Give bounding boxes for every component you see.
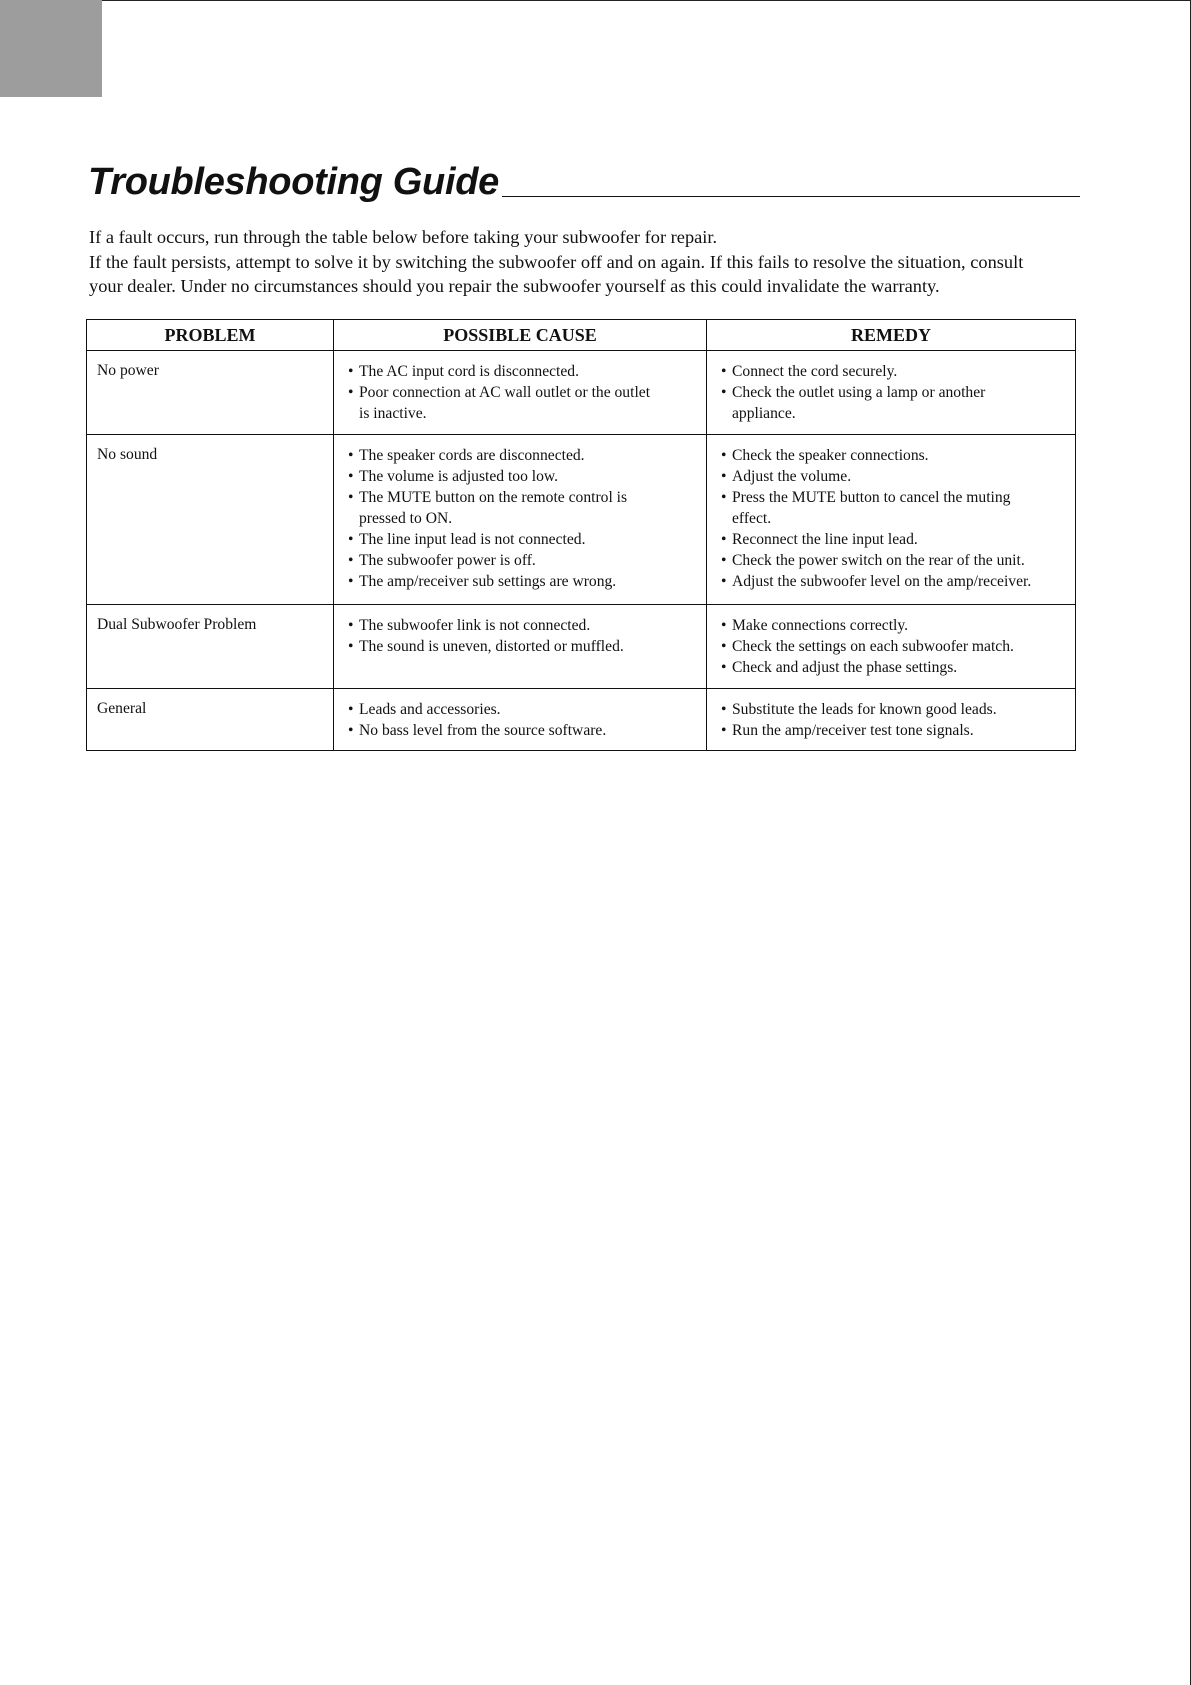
header-problem: PROBLEM xyxy=(87,320,334,351)
list-item: • Make connections correctly. xyxy=(721,615,1071,636)
list-item: • The sound is uneven, distorted or muffled. xyxy=(348,636,702,657)
remedy-list xyxy=(721,615,1071,678)
list-item: • Connect the cord securely. xyxy=(721,361,1071,382)
list-item: • Poor connection at AC wall outlet or the outlet xyxy=(348,382,702,403)
list-item: • Check the speaker connections. xyxy=(721,445,1071,466)
list-item: • Adjust the volume. xyxy=(721,466,1071,487)
cause-cell xyxy=(334,435,707,605)
problem-cell: No power xyxy=(87,351,334,435)
list-item: • Leads and accessories. xyxy=(348,699,702,720)
intro-text xyxy=(89,225,1089,299)
list-item: • The volume is adjusted too low. xyxy=(348,466,702,487)
list-item: • The speaker cords are disconnected. xyxy=(348,445,702,466)
list-item: • The line input lead is not connected. xyxy=(348,529,702,550)
intro-line: If a fault occurs, run through the table below before taking your subwoofer for repair. xyxy=(89,227,718,247)
intro-line: your dealer. Under no circumstances should you repair the subwoofer yourself as this could invalidate the warranty. xyxy=(89,276,940,296)
list-item: • Adjust the subwoofer level on the amp/receiver. xyxy=(721,571,1071,592)
table-row xyxy=(87,605,1076,689)
troubleshooting-table xyxy=(86,319,1076,751)
list-item: • Press the MUTE button to cancel the muting xyxy=(721,487,1071,508)
list-item: • Substitute the leads for known good leads. xyxy=(721,699,1071,720)
list-item: • No bass level from the source software. xyxy=(348,720,702,741)
list-item: • Check and adjust the phase settings. xyxy=(721,657,1071,678)
list-item: • Reconnect the line input lead. xyxy=(721,529,1071,550)
problem-cell: No sound xyxy=(87,435,334,605)
title-rule xyxy=(502,196,1080,197)
list-item: • The amp/receiver sub settings are wrong. xyxy=(348,571,702,592)
list-item: • The MUTE button on the remote control is xyxy=(348,487,702,508)
remedy-cell xyxy=(707,435,1076,605)
cause-list xyxy=(348,445,702,592)
remedy-list xyxy=(721,699,1071,741)
list-item: • The subwoofer link is not connected. xyxy=(348,615,702,636)
table-row xyxy=(87,689,1076,751)
header-remedy: REMEDY xyxy=(707,320,1076,351)
page-title: Troubleshooting Guide xyxy=(88,161,499,203)
remedy-list xyxy=(721,361,1071,424)
table-row xyxy=(87,435,1076,605)
cause-list xyxy=(348,699,702,741)
cause-list xyxy=(348,361,702,424)
list-item: • Check the outlet using a lamp or another xyxy=(721,382,1071,403)
remedy-list xyxy=(721,445,1071,592)
list-item: • Check the power switch on the rear of the unit. xyxy=(721,550,1071,571)
title-block xyxy=(88,158,1080,202)
problem-cell: General xyxy=(87,689,334,751)
list-item: appliance. xyxy=(732,405,796,422)
table-row xyxy=(87,351,1076,435)
list-item: • Run the amp/receiver test tone signals. xyxy=(721,720,1071,741)
cause-cell xyxy=(334,351,707,435)
page-border-top xyxy=(0,0,1191,1)
list-item: pressed to ON. xyxy=(359,510,453,527)
intro-line: If the fault persists, attempt to solve it by switching the subwoofer off and on again. If this fails to resolve the situation, consult xyxy=(89,251,1024,272)
remedy-cell xyxy=(707,689,1076,751)
problem-cell: Dual Subwoofer Problem xyxy=(87,605,334,689)
corner-tab xyxy=(0,0,102,97)
list-item: • Check the settings on each subwoofer match. xyxy=(721,636,1071,657)
list-item: is inactive. xyxy=(359,405,427,422)
list-item: • The subwoofer power is off. xyxy=(348,550,702,571)
cause-cell xyxy=(334,689,707,751)
list-item: • The AC input cord is disconnected. xyxy=(348,361,702,382)
remedy-cell xyxy=(707,605,1076,689)
cause-list xyxy=(348,615,702,657)
table-header-row xyxy=(87,320,1076,351)
list-item: effect. xyxy=(732,510,772,527)
cause-cell xyxy=(334,605,707,689)
header-possible-cause: POSSIBLE CAUSE xyxy=(334,320,707,351)
remedy-cell xyxy=(707,351,1076,435)
